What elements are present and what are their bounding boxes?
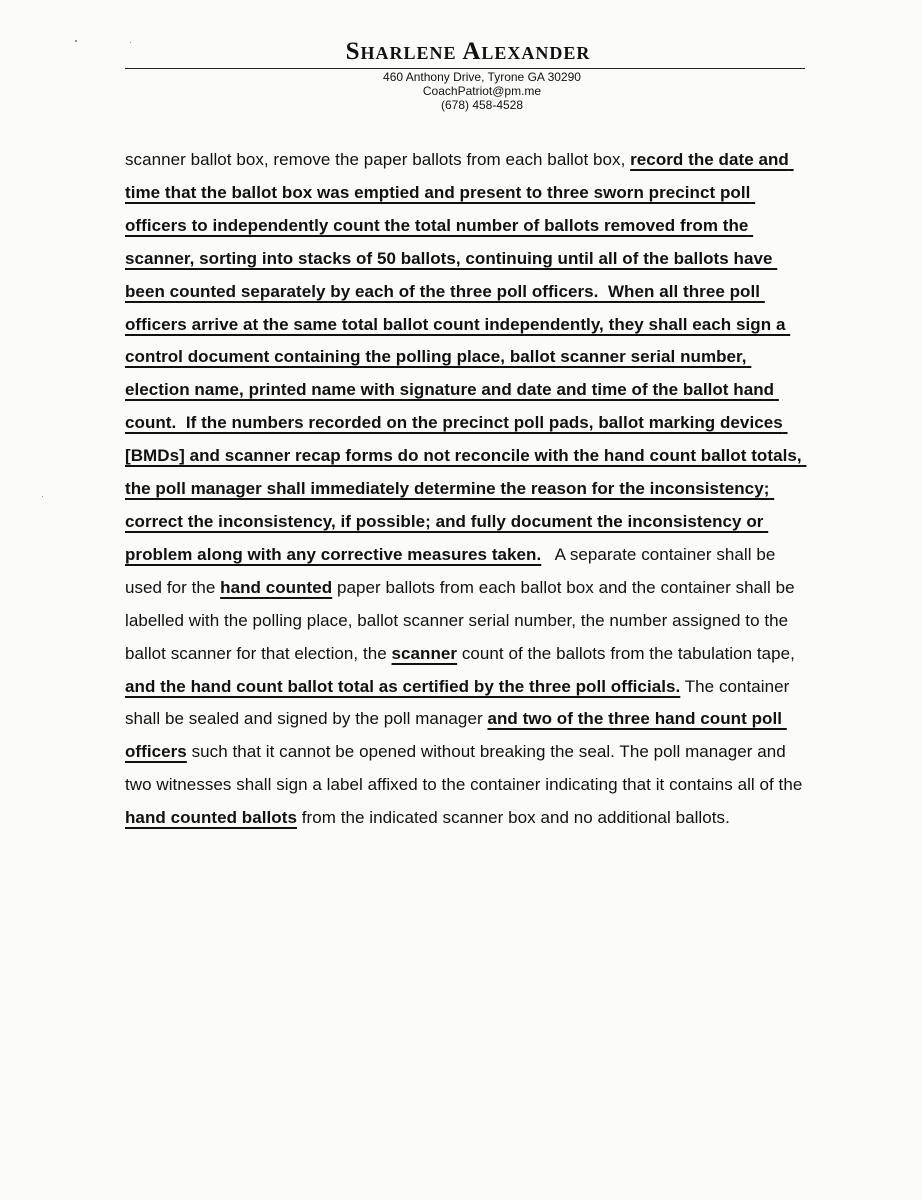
body-paragraph <box>125 144 815 835</box>
letterhead-phone: (678) 458-4528 <box>440 98 524 112</box>
body-text-run: The container shall be sealed and signed by the poll manager <box>125 676 795 729</box>
body-text-run: from the indicated scanner box and no additional ballots. <box>296 808 730 828</box>
body-text-run: paper ballots from each ballot box and the container shall be labelled with the polling place, ballot scanner serial number, the number assigned to the ballot scanner for that election, the <box>125 577 800 663</box>
letterhead <box>0 38 922 66</box>
scan-speck <box>42 496 43 497</box>
body-text-run: scanner ballot box, remove the paper ballots from each ballot box, <box>125 150 631 169</box>
underlined-bold-text: hand counted <box>220 577 333 597</box>
letterhead-contact <box>14 70 922 112</box>
letterhead-address: 460 Anthony Drive, Tyrone GA 30290 <box>383 70 581 84</box>
body-text-run: such that it cannot be opened without breaking the seal. The poll manager and two witnesses shall sign a label affixed to the container indicating that it contains all of the <box>125 742 808 795</box>
letterhead-rule <box>125 68 805 69</box>
underlined-bold-text: and two of the three hand count poll officers <box>125 709 787 762</box>
underlined-bold-text: scanner <box>391 643 458 663</box>
body-text-run: count of the ballots from the tabulation tape, <box>457 643 800 663</box>
underlined-bold-text: record the date and time that the ballot box was emptied and present to three sworn precinct poll officers to independently count the total number of ballots removed from the scanner, sorting into stacks of 50 ballots, continuing until all of the ballots have been counted separately by each of the three poll officers. When all three poll officers arrive at the same total ballot count independently, they shall each sign a control document containing the polling place, ballot scanner serial number, election name, printed name with signature and date and time of the ballot hand count. If the numbers recorded on the precinct poll pads, ballot marking devices [BMDs] and scanner recap forms do not reconcile with the hand count ballot totals, the poll manager shall immediately determine the reason for the inconsistency; correct the inconsistency, if possible; and fully document the inconsistency or problem along with any corrective measures taken. <box>125 150 807 564</box>
letterhead-email: CoachPatriot@pm.me <box>422 84 542 98</box>
underlined-bold-text: hand counted ballots <box>125 808 297 828</box>
underlined-bold-text: and the hand count ballot total as certified by the three poll officials. <box>125 676 681 696</box>
letterhead-name: Sharlene Alexander <box>345 38 591 65</box>
body-text-run: A separate container shall be used for the <box>125 544 781 597</box>
